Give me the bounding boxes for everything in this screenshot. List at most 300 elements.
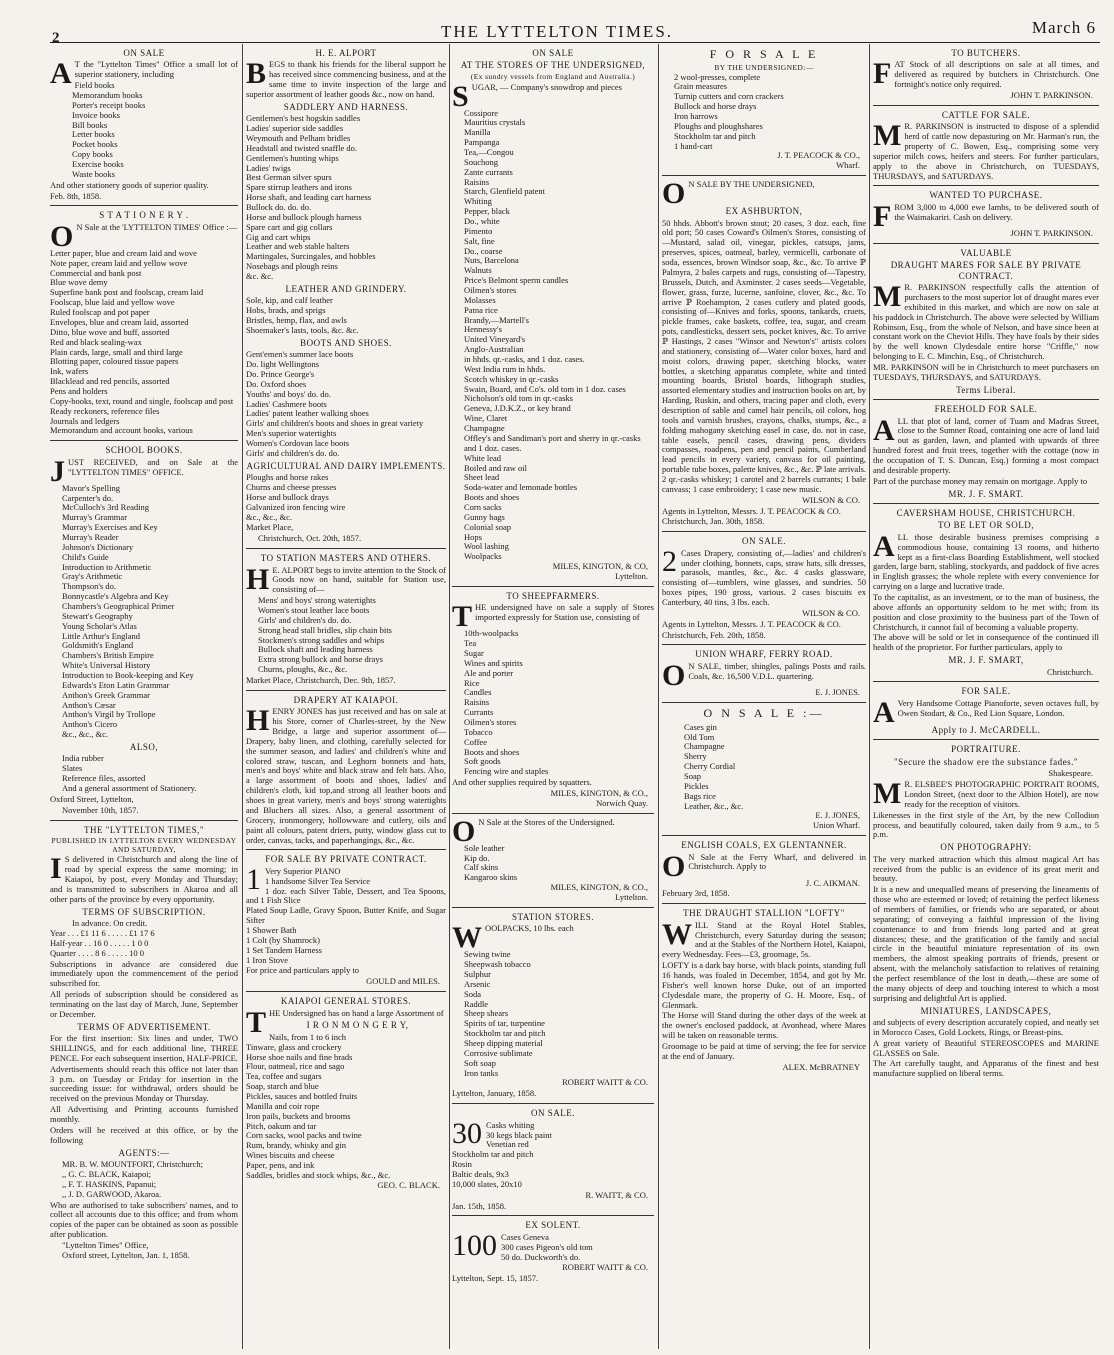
list-item: Venetian red xyxy=(486,1139,529,1150)
list-item: Geneva, J.D.K.Z., or key brand xyxy=(464,403,571,414)
list-item: Reference files, assorted xyxy=(62,773,146,784)
ad-body: LOFTY is a dark bay horse, with black points, standing full 16 hands, was foaled in December, 1854, and got by Mr. Fisher's well known horse Duke, out of an imported Clydesdale mare, the property of G. H. Moore, Esq., of Glenmark. xyxy=(662,960,866,1010)
drop-cap: I xyxy=(50,852,62,886)
ad-separator xyxy=(873,681,1099,682)
list-item: Ale and porter xyxy=(464,667,514,678)
list-item: And a general assortment of Stationery. xyxy=(62,783,197,794)
item-list xyxy=(452,950,654,1078)
list-item: Scotch whiskey in qr.-casks xyxy=(464,373,559,384)
list-item: Copy-books, text, round and single, foolscap and post xyxy=(50,395,234,406)
list-item: Bullock do. do. do. xyxy=(246,202,312,213)
list-item: Tea,—Congou xyxy=(464,147,514,157)
item-list xyxy=(50,81,238,180)
ad-signature: MILES, KINGTON, & CO., xyxy=(550,882,648,893)
list-item: Tinware, glass and crockery xyxy=(246,1041,342,1052)
ad-signature: "Lyttelton Times" Office, xyxy=(62,1239,149,1250)
ad-heading: TO BUTCHERS. xyxy=(951,48,1021,58)
ad-body: HENRY JONES has just received and has on sale at his Store, corner of Charles-street, by the New Bridge, a large and superior assortment of— Drapery, baby linen, and clothing, carefully selected for the summer season, and ladies' and children's white and colored straw, tuscan, and Leghorn bonnets and hats, men's and boys' white and black straw and felt hats. Also, a large assortment of boots and shoes, ladies' and children's cloth, kid top,and strong all leather boots and shoes in great variety, men's and boys' strong watertights and Bluchers all sizes. Also, a general assortment of Grocery, ironmongery, hollowware and cutlery, oils and paint all colours, patent driers, putty, window glass cut to order, canvas, tacks, and paperhangings, &c., &c. xyxy=(246,704,446,845)
list-item: Foolscap, blue laid and yellow wove xyxy=(50,297,175,308)
list-item: Ink, wafers xyxy=(50,366,89,377)
list-item: Currants xyxy=(464,707,494,718)
list-item: Weymouth and Pelham bridles xyxy=(246,133,351,144)
item-list xyxy=(662,73,866,152)
ad-body: H E. ALPORT begs to invite attention to the Stock of Goods now on hand, suitable for Station use, consisting of— xyxy=(246,562,446,596)
list-item: Bags rice xyxy=(684,790,716,801)
ad-place: Lyttelton. xyxy=(615,892,648,903)
list-item: Iron harrows xyxy=(674,111,718,122)
list-item: Girls' and children's boots and shoes in great variety xyxy=(246,418,424,429)
top-rule xyxy=(50,42,1100,43)
ad-signature: ROBERT WAITT & CO. xyxy=(562,1077,648,1088)
item-list xyxy=(452,109,654,563)
list-item: Rice xyxy=(464,677,480,688)
ad-heading: THE DRAUGHT STALLION "LOFTY" xyxy=(683,908,845,919)
list-item: 30 kegs black paint xyxy=(486,1129,552,1140)
list-item: Sheep dipping material xyxy=(464,1038,543,1049)
list-item: 1 Colt (by Shamrock) xyxy=(246,934,320,945)
ad-date: February 3rd, 1858. xyxy=(662,888,730,899)
list-item: Johnson's Dictionary xyxy=(62,541,134,552)
ad-subheading: ALSO, xyxy=(129,742,159,753)
list-item: Stockholm tar and pitch xyxy=(674,130,756,141)
drop-cap: W xyxy=(452,921,482,955)
list-item: Ladies' Cashmere boots xyxy=(246,398,327,409)
list-item: Soda xyxy=(464,988,481,999)
ad-separator xyxy=(452,907,654,908)
ad-body: M R. PARKINSON respectfully calls the attention of purchasers to the most superior lot of draught mares ever exhibited in this market, and which are now on sale at his paddock in Christchurch. The above were selected by William Robinson, Esq., from the whole of Nelson, and have since been at constant work on the Cheviot Hills. They have foals by their sides by the well known Clydesdale entire horse "Criffle," now belonging to E. C. Minchin, Esq., of Christchurch. xyxy=(873,280,1099,362)
ad-body xyxy=(246,862,446,966)
list-item: Baltic deals, 9x3 xyxy=(452,1168,509,1179)
paper-title: THE LYTTELTON TIMES. xyxy=(440,22,674,41)
list-item: Offley's and Sandiman's port and sherry in qr.-casks and 1 doz. cases. xyxy=(464,432,641,453)
list-item: Field books xyxy=(74,80,115,91)
list-item: Horse shoe nails and fine brads xyxy=(246,1051,353,1062)
list-item: Woolpacks xyxy=(464,551,502,562)
ad-separator xyxy=(246,690,446,691)
ad-separator xyxy=(50,205,238,206)
drop-cap: A xyxy=(50,57,72,91)
ad-date: Jan. 15th, 1858. xyxy=(452,1200,507,1211)
ad-date: November 10th, 1857. xyxy=(62,804,139,815)
ad-body: O N Sale at the 'LYTTELTON TIMES' Office :— xyxy=(50,219,238,253)
list-item: Bullock and horse drays xyxy=(674,101,757,112)
ad-separator xyxy=(873,503,1099,504)
list-item: Leather and web stable halters xyxy=(246,241,350,252)
list-item: India rubber xyxy=(62,753,104,764)
list-item: Blue wove demy xyxy=(50,277,108,288)
list-item: Salt, fine xyxy=(464,235,495,246)
list-item: Anglo-Australian xyxy=(464,344,524,355)
terms-table xyxy=(50,929,238,959)
list-item: Soft goods xyxy=(464,756,501,767)
list-item: Cherry Cordial xyxy=(684,761,736,772)
list-item: Horse and bullock plough harness xyxy=(246,211,362,222)
ad-body: Part of the purchase money may remain on mortgage. Apply to xyxy=(873,475,1088,486)
list-item: 1 Set Tandem Harness xyxy=(246,944,322,955)
list-item: Walnuts xyxy=(464,265,492,276)
list-item: Raisins xyxy=(464,176,490,187)
drop-cap: A xyxy=(873,413,895,447)
list-item: Corn sacks, wool packs and twine xyxy=(246,1130,362,1141)
column-1 xyxy=(50,46,238,1346)
list-item: Churns and cheese presses xyxy=(246,481,337,492)
list-item: Leather, &c., &c. xyxy=(684,800,744,811)
list-item: Memorandum books xyxy=(72,90,143,101)
ad-body: FROM 3,000 to 4,000 ewe lambs, to be delivered south of the Waimakariri. Cash on delivery. xyxy=(873,199,1099,233)
ad-subheading: PUBLISHED IN LYTTELTON EVERY WEDNESDAY AND SATURDAY, xyxy=(51,836,237,854)
drop-cap: S xyxy=(452,79,469,113)
agents-list xyxy=(50,1160,238,1199)
list-item: Do. Oxford shoes xyxy=(246,378,307,389)
list-item: Ruled foolscap and pot paper xyxy=(50,307,150,318)
ad-signature: JOHN T. PARKINSON. xyxy=(1010,227,1093,238)
ad-body: O N SALE, timber, shingles, palings Posts and rails. Coals, &c. 16,500 V.D.L. quartering. xyxy=(662,658,866,692)
list-item: Oilmen's stores xyxy=(464,285,517,296)
list-item: Paper, pens, and ink xyxy=(246,1160,315,1171)
ad-address: Oxford Street, Lyttelton, xyxy=(50,793,134,804)
list-item: Pimento xyxy=(464,225,493,236)
list-item: Kangaroo skins xyxy=(464,872,518,883)
list-item: Very Superior PIANO xyxy=(265,865,341,876)
ad-separator xyxy=(873,739,1099,740)
list-item: Murray's Grammar xyxy=(62,512,128,523)
ad-separator xyxy=(246,991,446,992)
list-item: in hhds. qr.-casks, and 1 doz. cases. xyxy=(464,354,585,365)
ad-body: O N SALE BY THE UNDERSIGNED, xyxy=(662,177,815,211)
ad-subheading: EX ASHBURTON, xyxy=(725,206,803,217)
list-item: Hennessy's xyxy=(464,324,502,335)
ad-body: The very marked attraction which this almost magical Art has received from the public is an evidence of its great merit and beauty. xyxy=(873,853,1099,884)
list-item: Wines biscuits and cheese xyxy=(246,1150,335,1161)
list-item: Patna rice xyxy=(464,304,498,315)
list-item: Half-year . . 16 0 . . . . . 1 0 0 xyxy=(50,937,149,948)
column-4 xyxy=(662,46,866,1346)
list-item: Flour, oatmeal, rice and sago xyxy=(246,1061,345,1072)
drop-cap: O xyxy=(662,849,686,883)
list-item: ,, G. C. BLACK, Kaiapoi; xyxy=(62,1168,152,1179)
drop-cap: M xyxy=(873,280,902,314)
list-item: Ladies' twigs xyxy=(246,162,291,173)
list-item: Rosin xyxy=(452,1159,472,1170)
ad-heading: ON SALE. xyxy=(742,536,786,547)
ad-body: I S delivered in Christchurch and along the line of road by special express the same morning; in Kaiapoi, by post, every Monday and Thursday; and is transmitted to subscribers in Akaroa and all other parts of the province by every opportunity. xyxy=(50,852,238,904)
list-item: Anthon's Cicero xyxy=(62,719,118,730)
list-item: Exercise books xyxy=(72,159,124,170)
list-item: Year . . . £1 11 6 . . . . . £1 17 6 xyxy=(50,928,155,939)
ad-body: The above will be sold or let in consequence of the continued ill health of the proprietor. For further particulars, apply to xyxy=(873,632,1099,653)
ad-heading: FOR SALE. xyxy=(961,686,1011,697)
list-item: Sheepwash tobacco xyxy=(464,959,531,970)
ad-signature: J. C. AIKMAN. xyxy=(805,877,860,888)
ad-signature: WILSON & CO. xyxy=(802,494,860,505)
list-item: Youths' and boys' do. do. xyxy=(246,388,331,399)
list-item: Carpenter's do. xyxy=(62,492,114,503)
ad-subheading: I R O N M O N G E R Y, xyxy=(306,1020,409,1031)
ad-signature: Apply to J. McCARDELL. xyxy=(931,724,1041,735)
list-item: Cases Geneva xyxy=(501,1231,549,1242)
list-item: Candles xyxy=(464,687,492,698)
list-item: Sugar xyxy=(464,647,484,658)
item-list xyxy=(246,114,446,282)
list-item: 300 cases Pigeon's old tom xyxy=(501,1241,593,1252)
ad-body: SUGAR, — Company's snowdrop and pieces xyxy=(452,79,622,113)
list-item: 50 do. Duckworth's do. xyxy=(501,1251,581,1262)
list-item: Note paper, cream laid and yellow wove xyxy=(50,257,188,268)
ad-signature: MILES, KINGTON, & CO, xyxy=(552,561,648,572)
list-item: Pickles, sauces and bottled fruits xyxy=(246,1091,358,1101)
list-item: Girls' and children's do. do. xyxy=(258,614,352,625)
list-item: Zante currants xyxy=(464,166,513,177)
ad-separator xyxy=(873,105,1099,106)
list-item: Mauritius crystals xyxy=(464,117,526,128)
list-item: 2 wool-presses, complete xyxy=(674,71,761,82)
drop-cap: 2 xyxy=(662,544,677,578)
list-item: Hobs, brads, and sprigs xyxy=(246,305,326,316)
list-item: Hops xyxy=(464,531,482,542)
list-item: Tea xyxy=(464,638,477,649)
ad-heading: CAVERSHAM HOUSE, CHRISTCHURCH. xyxy=(896,508,1076,518)
item-list xyxy=(50,249,238,436)
ad-separator xyxy=(662,644,866,645)
column-5 xyxy=(873,46,1099,1346)
ad-body: All Advertising and Printing accounts furnished monthly. xyxy=(50,1104,238,1125)
list-item: Champagne xyxy=(464,423,505,434)
list-item: Martingales, Surcingales, and hobbles xyxy=(246,251,376,262)
list-item: Turnip cutters and corn crackers xyxy=(674,91,784,102)
list-item: Little Arthur's England xyxy=(62,630,141,641)
ad-heading: KAIAPOI GENERAL STORES. xyxy=(280,996,412,1007)
ad-body: And other supplies required by squatters. xyxy=(452,777,592,788)
list-item: Stockmen's strong saddles and whips xyxy=(258,634,385,645)
ad-body: O N Sale at the Stores of the Undersigned. xyxy=(452,814,615,848)
list-item: Extra strong bullock and horse drays xyxy=(258,654,383,665)
list-item: 1 Shower Bath xyxy=(246,924,297,935)
ad-body: The Horse will Stand during the other days of the week at the owner's enclosed paddock, at Avonhead, where Mares will be taken on reasonable terms. xyxy=(662,1010,866,1041)
ad-date: Lyttelton, Sept. 15, 1857. xyxy=(452,1273,539,1284)
list-item: Ladies' patent leather walking shoes xyxy=(246,408,369,419)
ad-subheading: MINIATURES, LANDSCAPES, xyxy=(920,1005,1052,1016)
ad-body: For the first insertion: Six lines and under, TWO SHILLINGS, and for each additional line, THREE PENCE. For each subsequent insertion, HALF-PRICE. xyxy=(50,1033,238,1063)
column-2 xyxy=(246,46,446,1346)
list-item: Copy books xyxy=(72,149,113,160)
drop-cap: B xyxy=(246,57,267,91)
ad-heading: ON SALE xyxy=(123,48,165,58)
list-item: Thompson's do. xyxy=(62,581,116,592)
column-rule xyxy=(658,44,659,1349)
ad-subheading: LEATHER AND GRINDERY. xyxy=(285,283,407,294)
drop-cap: F xyxy=(873,199,892,233)
ad-body: Advertisements should reach this office not later than 3 p.m. on Tuesday or Friday for insertion in the succeeding issue: for withdrawal, orders should be received on the previous Monday or Thursday. xyxy=(50,1063,238,1104)
list-item: 10,000 slates, 20x10 xyxy=(452,1178,522,1189)
drop-cap: A xyxy=(873,695,895,729)
ad-separator xyxy=(50,820,238,821)
ad-separator xyxy=(452,813,654,814)
ad-body: A Very Handsome Cottage Pianoforte, seven octaves full, by Owen Stodart, & Co., Red Lion Square, London. xyxy=(873,695,1099,729)
list-item: Kip do. xyxy=(464,852,490,863)
ad-separator xyxy=(246,548,446,549)
ad-signature: JOHN T. PARKINSON. xyxy=(1010,90,1093,101)
list-item: Soda-water and lemonade bottles xyxy=(464,482,578,493)
list-item: Iron pails, buckets and brooms xyxy=(246,1110,351,1121)
list-item: Champagne xyxy=(684,741,725,752)
item-list xyxy=(246,296,446,335)
drop-cap: F xyxy=(873,57,892,91)
ad-heading: THE "LYTTELTON TIMES," xyxy=(83,824,205,835)
list-item: Plated Soup Ladle, Gravy Spoon, Butter Knife, and Sugar Sifter xyxy=(246,905,446,926)
ad-signature: GOULD and MILES. xyxy=(366,976,440,987)
list-item: Wine, Claret xyxy=(464,413,508,424)
item-list xyxy=(662,723,866,812)
list-item: Slates xyxy=(62,763,83,774)
ad-body: A T the "Lyttelton Times" Office a small lot of superior stationery, including xyxy=(50,57,238,91)
list-item: Sulphur xyxy=(464,969,491,980)
ad-body: 2 Cases Drapery, consisting of,—ladies' and children's under clothing, bonnets, caps, straw hats, silk dresses, parasols, mantles, &c., &c. 4 casks glassware, consisting of—tumblers, wine glasses, and sundries. 50 boxes pipes, 190 gross, various. 2 cases biscuits ex Canterbury, 40 tins, 3 lbs. each. xyxy=(662,544,866,607)
list-item: Stockholm tar and pitch xyxy=(452,1149,534,1160)
ad-subheading: BOOTS AND SHOES. xyxy=(300,337,392,348)
ad-separator xyxy=(50,440,238,441)
list-item: Old Tom xyxy=(684,731,715,742)
list-item: Memorandum and account books, various xyxy=(50,425,193,436)
ad-body: FAT Stock of all descriptions on sale at all times, and delivered as required by butchers in Christchurch. One fortnight's notice only required. xyxy=(873,57,1099,91)
list-item: Boots and shoes xyxy=(464,492,520,503)
list-item: Galvanized iron fencing wire xyxy=(246,501,346,512)
list-item: Sheep shears xyxy=(464,1008,509,1019)
page-number: 2 xyxy=(52,30,60,46)
list-item: Chambers's Geographical Primer xyxy=(62,600,175,611)
list-item: Grain measures xyxy=(674,81,728,92)
drop-cap: O xyxy=(452,814,476,848)
ad-body: ALL those desirable business premises comprising a commodious house, containing 13 rooms, and hitherto kept as a first-class Boarding Establishment, well stocked garden, large barn, stabling, stockyards, and paddock of five acres in English grasses; the whole replete with every convenience for carrying on a large and lucrative trade. xyxy=(873,529,1099,592)
ad-signature: MR. J. F. SMART, xyxy=(948,655,1024,666)
ad-date: Christchurch, Feb. 20th, 1858. xyxy=(662,629,766,640)
list-item: Arsenic xyxy=(464,978,491,989)
list-item: Churns, ploughs, &c., &c. xyxy=(258,664,348,675)
ad-heading: DRAPERY AT KAIAPOI. xyxy=(293,694,399,705)
list-item: 1 hand-cart xyxy=(674,140,713,151)
ad-quote: "Secure the shadow ere the substance fades." xyxy=(893,756,1079,767)
list-item: Superfine bank post and foolscap, cream laid xyxy=(50,287,204,298)
list-item: Stewart's Geography xyxy=(62,610,133,621)
ad-signature: E. J. JONES. xyxy=(815,686,860,697)
ad-subheading: BY THE UNDERSIGNED:— xyxy=(714,62,814,72)
ad-separator xyxy=(452,586,654,587)
column-rule xyxy=(449,44,450,1349)
list-item: Bonnycastle's Algebra and Key xyxy=(62,591,169,602)
ad-body: WOOLPACKS, 10 lbs. each xyxy=(452,921,574,955)
ad-heading: EX SOLENT. xyxy=(525,1220,581,1231)
ad-body: Who are authorised to take subscribers' names, and to collect all accounts due to this office; and from whom copies of the paper can be obtained as soon as possible after publication. xyxy=(50,1199,238,1240)
ad-body: Orders will be received at this office, or by the following xyxy=(50,1124,238,1145)
ad-subheading: AGENTS:— xyxy=(118,1147,170,1158)
drop-cap: 1 xyxy=(246,862,261,896)
ad-signature: ALEX. McBRATNEY xyxy=(782,1061,860,1072)
list-item: Oilmen's stores xyxy=(464,716,517,727)
list-item: United Vineyard's xyxy=(464,334,526,345)
list-item: Anthon's Cæsar xyxy=(62,699,116,710)
ad-body: ALL that plot of land, corner of Tuam and Madras Street, close to the Sumner Road, containing one acre of land laid out as garden, lawn, and planted with upwards of three hundred forest and fruit trees, together with the cottage (now in the occupation of T. S. Duncan, Esq.) forming a most compact and desirable property. xyxy=(873,413,1099,475)
ad-heading: PORTRAITURE. xyxy=(951,744,1021,755)
masthead xyxy=(0,0,1114,46)
list-item: Headstall and twisted snaffle do. xyxy=(246,142,358,153)
ad-date: Market Place, Christchurch, Dec. 9th, 1857. xyxy=(246,675,396,686)
ad-heading: S T A T I O N E R Y . xyxy=(99,210,189,221)
list-item: Nicholson's old tom in qr.-casks xyxy=(464,393,573,404)
list-item: Blotting paper, coloured tissue papers xyxy=(50,356,179,367)
list-item: Calf skins xyxy=(464,862,499,873)
ad-subheading: AT THE STORES OF THE UNDERSIGNED, xyxy=(460,60,646,71)
list-item: Saddles, bridles and stock whips, &c., &c. xyxy=(246,1169,391,1180)
list-item: Best German silver spurs xyxy=(246,172,332,183)
list-item: 1 Iron Stove xyxy=(246,954,289,965)
ad-separator xyxy=(662,175,866,176)
ad-heading: FOR SALE BY PRIVATE CONTRACT. xyxy=(265,854,427,865)
ad-signature: GEO. C. BLACK. xyxy=(377,1179,440,1190)
drop-cap: 100 xyxy=(452,1228,497,1262)
ad-body: M R. ELSBEE'S PHOTOGRAPHIC PORTRAIT ROOMS, London Street, (next door to the Albion Hotel), are now ready for the reception of visitors. xyxy=(873,777,1099,811)
list-item: Ploughs and ploughshares xyxy=(674,120,763,131)
list-item: Casks whiting xyxy=(486,1119,535,1130)
list-item: Chambers's British Empire xyxy=(62,650,154,661)
list-item: Soap, starch and blue xyxy=(246,1081,319,1092)
list-item: White lead xyxy=(464,452,502,463)
list-item: Nails, from 1 to 6 inch xyxy=(269,1031,346,1042)
list-item: Envelopes, blue and cream laid, assorted xyxy=(50,316,189,327)
ad-body: For price and particulars apply to xyxy=(246,965,360,976)
ad-quote-author: Shakespeare. xyxy=(1048,768,1093,779)
list-item: Tobacco xyxy=(464,726,493,737)
list-item: Cossipore xyxy=(464,107,498,118)
list-item: Plain cards, large, small and third large xyxy=(50,346,183,357)
ad-heading: VALUABLE xyxy=(960,247,1012,258)
list-item: Pampanga xyxy=(464,137,500,148)
ad-place: Christchurch. xyxy=(1046,666,1093,677)
item-list xyxy=(452,844,654,883)
ad-heading: SCHOOL BOOKS. xyxy=(105,445,183,456)
list-item: Ploughs and horse rakes xyxy=(246,472,329,483)
ad-heading: TO SHEEPFARMERS. xyxy=(506,590,600,601)
list-item: Ready reckoners, reference files xyxy=(50,405,160,416)
ad-signature: R. WAITT, & CO. xyxy=(585,1189,648,1200)
list-item: Spare cart and gig collars xyxy=(246,221,333,232)
list-item: Souchong xyxy=(464,156,498,167)
list-item: Boiled and raw oil xyxy=(464,462,528,473)
list-item: Gig and cart whips xyxy=(246,231,311,242)
ad-place: Norwich Quay. xyxy=(596,797,648,808)
list-item: Corrosive sublimate xyxy=(464,1047,533,1058)
list-item: Soap xyxy=(684,770,701,781)
column-3 xyxy=(452,46,654,1346)
ad-body: 50 hhds. Abbott's brown stout; 20 cases, 3 doz. each, fine old port; 50 cases Coward's Oilmen's Stores, consisting of—Mustard, salad oil, vinegar, pickles, catsups, jams, preserves, spices, oatmeal, barley, vermicelli, carbonate of soda, essences, brown Windsor soap, &c., &c. To arrive ℙ Palmyra, 2 bales carpets and rugs, consisting of—Tapestry, Brussels, Dutch, and Axminster. 2 cases seeds—Vegetable, flower, grass, furze, lucerne, sanfoine, clover, &c., &c. To arrive ℙ Roehampton, 2 cases cutlery and plated goods, consisting of—Knives and forks, spoons, tankards, cruets, pickle frames, cake baskets, coffee, tea, sugar, and cream pots, candlesticks, dessert sets, pocket knives, &c. To arrive ℙ Hastings, 2 cases "Winsor and Newton's" artists colors and stationery, consisting of—Water color boxes, hard and moist colors, drawing paper, sketching blocks, water bottles, a sketching apparatus complete, white and tinted mounting boards, Bristol boards, lithograph studies, assorted elementary studies and instruction books on art, by Harding, Ruskin, and others, tracing paper and cloth, every description of sable and camel hair pencils, oil colors, hog tools and varnish brushes, crayons, chalks, stumps, &c., a folding mahogany sketching easel in case, do. not in case, table easels, pencil cases, drawing pens, dividers compasses, roadpens, pen and pencil paints, Cumberland lead pencils in every variety, canvass for oil painting, portable tube boxes, palette knives, &c., &c. ℙ late arrivals. 2 qr.-casks whiskey; 1 carotel and 2 barrels currants; 1 bale canvass; 1 case embroidery; 1 case new music. xyxy=(662,217,866,494)
ad-place: Lyttelton. xyxy=(615,570,648,581)
ad-date: Feb. 8th, 1858. xyxy=(50,190,102,201)
list-item: Pocket books xyxy=(72,139,118,150)
ad-separator xyxy=(452,1215,654,1216)
ad-subheading: TO BE LET OR SOLD, xyxy=(938,520,1034,531)
drop-cap: M xyxy=(873,777,902,811)
ad-subheading: ON PHOTOGRAPHY: xyxy=(940,842,1032,853)
list-item: Women's stout leather lace boots xyxy=(258,605,370,616)
list-item: Rum, brandy, whisky and gin xyxy=(246,1140,347,1151)
list-item: Anthon's Greek Grammar xyxy=(62,689,150,700)
list-item: Do., white xyxy=(464,216,500,227)
list-item: &c., &c., &c. xyxy=(246,511,293,522)
ad-body: The Art carefully taught, and Apparatus of the finest and best manufacture supplied on liberal terms. xyxy=(873,1058,1099,1079)
ad-body: Likenesses in the first style of the Art, by the new Collodion process, and beautifully coloured, taken daily from 9 a.m., to 5 p.m. xyxy=(873,809,1099,840)
ad-address: Market Place, xyxy=(246,522,294,533)
list-item: Manilla xyxy=(464,127,491,138)
ad-date: Christchurch, Oct. 20th, 1857. xyxy=(258,533,362,544)
drop-cap: T xyxy=(246,1005,267,1039)
